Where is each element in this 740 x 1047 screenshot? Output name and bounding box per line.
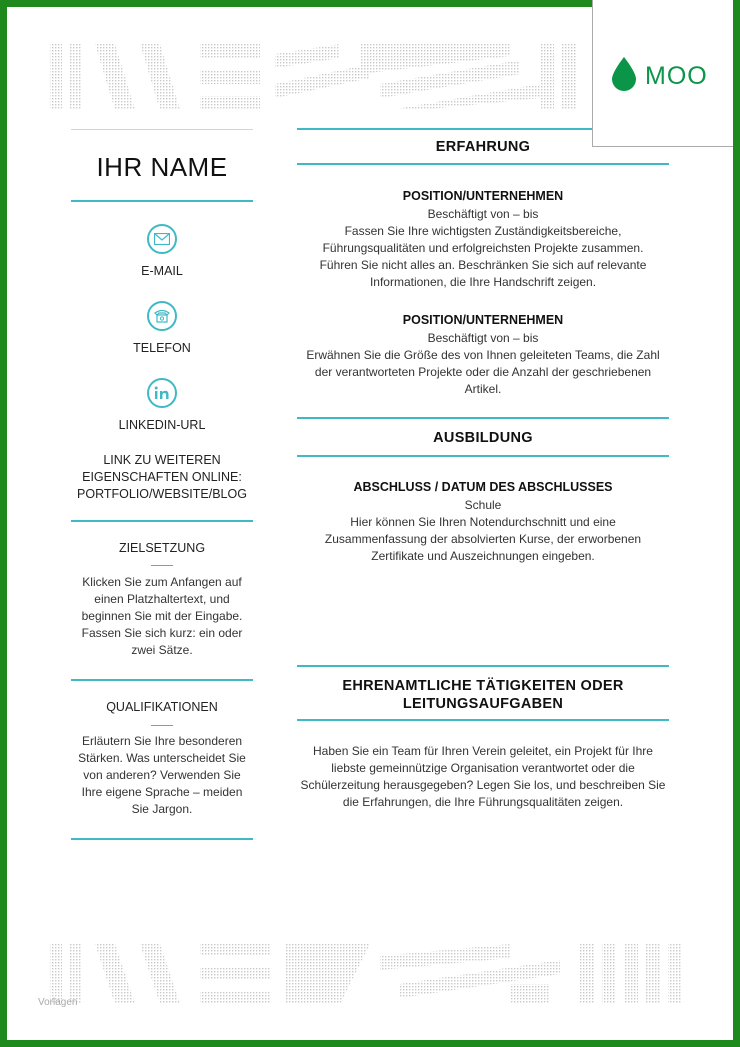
volunteer-line: Schülerzeitung herausgegeben? Legen Sie los, und beschreiben Sie	[300, 778, 666, 792]
divider	[71, 520, 253, 522]
volunteer-line: die Erfahrungen, die Ihre Führungsqualitäten zeigen.	[342, 795, 624, 809]
qual-text	[66, 733, 258, 818]
education-line: Zertifikate und Auszeichnungen eingeben.	[371, 549, 595, 563]
qual-line: Ihre eigene Sprache – meiden	[81, 785, 243, 799]
divider	[71, 838, 253, 840]
goal-line: beginnen Sie mit der Eingabe.	[81, 609, 243, 623]
divider	[71, 129, 253, 130]
portfolio-link-line: LINK ZU WEITEREN	[103, 453, 221, 467]
school-name: Schule	[464, 498, 502, 512]
volunteer-title-line: LEITUNGSAUFGABEN	[402, 696, 564, 712]
job1-line: Führungsqualitäten und erfolgreichsten Projekte zusammen.	[322, 241, 644, 255]
volunteer-title-line: EHRENAMTLICHE TÄTIGKEITEN ODER	[342, 678, 624, 694]
goal-title: ZIELSETZUNG	[118, 541, 206, 555]
portfolio-link[interactable]	[66, 452, 258, 503]
job1-line: Führen Sie nicht alles an. Beschränken Sie sich auf relevante	[319, 258, 647, 272]
goal-line: Klicken Sie zum Anfangen auf	[82, 575, 242, 589]
volunteer-line: Haben Sie ein Team für Ihren Verein geleitet, ein Projekt für Ihre	[313, 744, 653, 758]
portfolio-link-line: PORTFOLIO/WEBSITE/BLOG	[77, 487, 247, 501]
divider	[297, 455, 669, 457]
goal-text	[66, 574, 258, 659]
name-heading: IHR NAME	[96, 152, 228, 182]
phone-label: TELEFON	[133, 341, 191, 355]
job2-body	[282, 330, 684, 398]
job2-line: der verantworteten Projekte oder die Anzahl der geschriebenen	[314, 365, 652, 379]
small-rule	[151, 565, 173, 566]
portfolio-link-line: EIGENSCHAFTEN ONLINE:	[82, 470, 242, 484]
divider	[297, 417, 669, 419]
logo-text: MOO	[645, 62, 708, 90]
education-body	[282, 497, 684, 565]
job1-dates: Beschäftigt von – bis	[427, 207, 539, 221]
experience-title: ERFAHRUNG	[435, 139, 531, 155]
qual-line: von anderen? Verwenden Sie	[83, 768, 241, 782]
volunteer-body	[282, 743, 684, 811]
divider	[71, 679, 253, 681]
education-line: Zusammenfassung der absolvierten Kurse, der erworbenen	[324, 532, 642, 546]
degree-title: ABSCHLUSS / DATUM DES ABSCHLUSSES	[353, 480, 613, 494]
education-line: Hier können Sie Ihren Notendurchschnitt und eine	[350, 515, 616, 529]
volunteer-title	[297, 677, 669, 713]
linkedin-icon	[147, 378, 177, 408]
small-rule	[151, 725, 173, 726]
job2-line: Artikel.	[464, 382, 502, 396]
goal-line: zwei Sätze.	[131, 643, 193, 657]
education-title: AUSBILDUNG	[433, 430, 533, 446]
volunteer-line: liebste gemeinnützige Organisation verantwortet oder die	[331, 761, 635, 775]
divider	[297, 128, 592, 130]
linkedin-label: LINKEDIN-URL	[118, 418, 206, 432]
job1-title: POSITION/UNTERNEHMEN	[402, 189, 564, 203]
qual-title: QUALIFIKATIONEN	[106, 700, 218, 714]
goal-line: Fassen Sie sich kurz: ein oder	[81, 626, 243, 640]
bottom-pattern	[40, 944, 700, 1004]
job2-dates: Beschäftigt von – bis	[427, 331, 539, 345]
job1-body	[282, 206, 684, 291]
qual-line: Stärken. Was unterscheidet Sie	[78, 751, 246, 765]
divider	[71, 200, 253, 202]
drop-icon	[612, 57, 636, 96]
email-label: E-MAIL	[141, 264, 183, 278]
job2-title: POSITION/UNTERNEHMEN	[402, 313, 564, 327]
job1-line: Fassen Sie Ihre wichtigsten Zuständigkeitsbereiche,	[344, 224, 622, 238]
email-icon	[147, 224, 177, 254]
divider	[297, 719, 669, 721]
goal-line: einen Platzhaltertext, und	[94, 592, 230, 606]
divider	[297, 163, 669, 165]
footer-watermark: Vorlagen	[38, 997, 78, 1008]
divider	[297, 665, 669, 667]
job2-line: Erwähnen Sie die Größe des von Ihnen geleiteten Teams, die Zahl	[306, 348, 660, 362]
phone-icon	[147, 301, 177, 331]
qual-line: Sie Jargon.	[131, 802, 193, 816]
qual-line: Erläutern Sie Ihre besonderen	[81, 734, 243, 748]
job1-line: Informationen, die Ihre Handschrift zeigen.	[369, 275, 597, 289]
